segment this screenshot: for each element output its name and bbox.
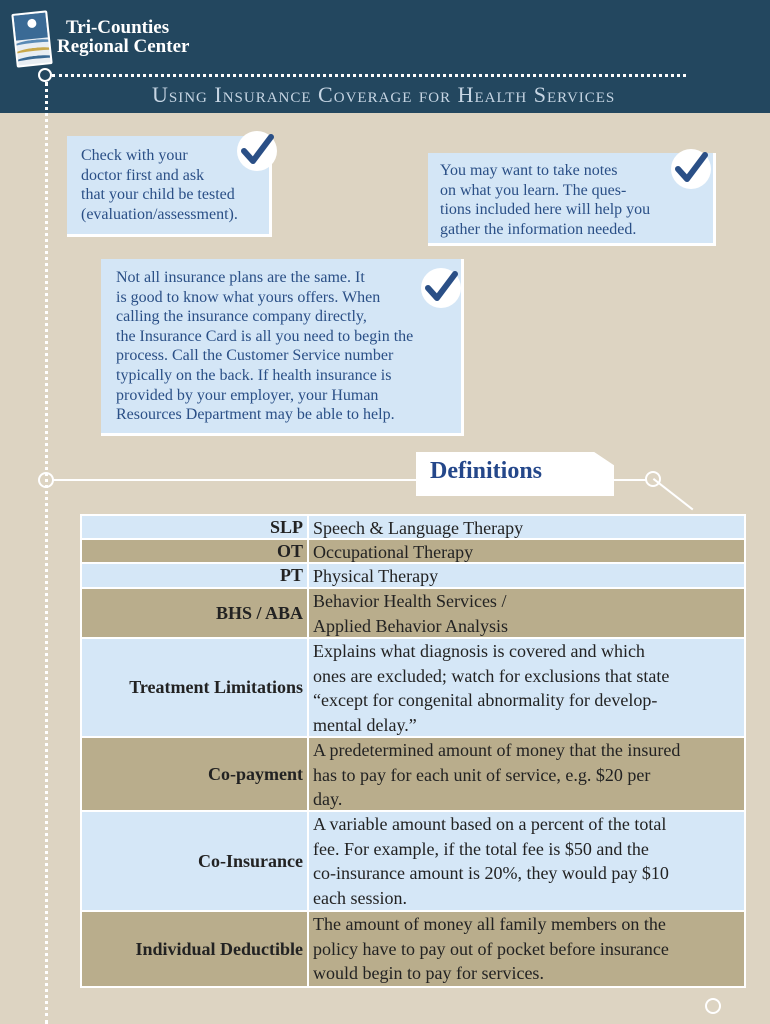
definition-term: Individual Deductible: [82, 912, 309, 986]
organization-name: [57, 18, 189, 56]
table-row: [82, 912, 744, 986]
ring-marker-icon: [38, 68, 52, 82]
table-row: [82, 564, 744, 589]
definition-description: Physical Therapy: [309, 564, 744, 587]
definitions-title: Definitions: [430, 458, 543, 484]
definition-term: OT: [82, 540, 309, 562]
definition-term: Treatment Limitations: [82, 639, 309, 736]
definitions-connector-line: [653, 478, 694, 510]
definition-description: The amount of money all family members on the policy have to pay out of pocket before insurance would begin to pay for services.: [309, 912, 744, 986]
definition-description: A variable amount based on a percent of the total fee. For example, if the total fee is $50 and the co-insurance amount is 20%, they would pay $10 each session.: [309, 812, 744, 910]
table-row: [82, 812, 744, 912]
table-row: [82, 516, 744, 540]
table-row: [82, 540, 744, 564]
definitions-connector-line: [612, 479, 646, 481]
table-row: [82, 589, 744, 639]
definition-description: Speech & Language Therapy: [309, 516, 744, 538]
organization-name-line1: Tri-Counties: [66, 17, 170, 38]
note-text: Not all insurance plans are the same. It is good to know what yours offers. When calling the insurance company directly, the Insurance Card is all you need to begin the process. Call the Customer Service number typically on the back. If health insurance is provided by your employer, your Human Resources Department may be able to help.: [116, 269, 414, 424]
page-title: Using Insurance Coverage for Health Services: [152, 82, 616, 107]
definition-description: Behavior Health Services / Applied Behavior Analysis: [309, 589, 744, 637]
table-row: [82, 639, 744, 738]
ring-marker-icon: [705, 998, 721, 1014]
definition-term: Co-Insurance: [82, 812, 309, 910]
vertical-dotted-line: [45, 82, 48, 1024]
definitions-connector-line: [53, 479, 417, 481]
note-text: Check with your doctor first and ask that your child be tested (evaluation/assessment).: [81, 147, 238, 223]
note-text: You may want to take notes on what you learn. The ques- tions included here will help you gather the information needed.: [440, 162, 651, 238]
definition-term: Co-payment: [82, 738, 309, 810]
note-card: [101, 259, 464, 436]
definition-term: PT: [82, 564, 309, 587]
header-banner: [0, 0, 770, 113]
definition-description: A predetermined amount of money that the insured has to pay for each unit of service, e.g. $20 per day.: [309, 738, 744, 810]
dotted-divider: [52, 74, 686, 77]
ring-marker-icon: [38, 472, 54, 488]
checkmark-icon: [671, 149, 711, 189]
table-row: [82, 738, 744, 812]
definition-description: Occupational Therapy: [309, 540, 744, 562]
definition-term: SLP: [82, 516, 309, 538]
organization-name-line2: Regional Center: [57, 36, 190, 57]
definition-description: Explains what diagnosis is covered and which ones are excluded; watch for exclusions that state “except for congenital abnormality for develop- mental delay.”: [309, 639, 744, 736]
definitions-table: [80, 514, 746, 988]
checkmark-icon: [421, 268, 461, 308]
organization-logo: [11, 10, 52, 67]
definition-term: BHS / ABA: [82, 589, 309, 637]
checkmark-icon: [237, 131, 277, 171]
